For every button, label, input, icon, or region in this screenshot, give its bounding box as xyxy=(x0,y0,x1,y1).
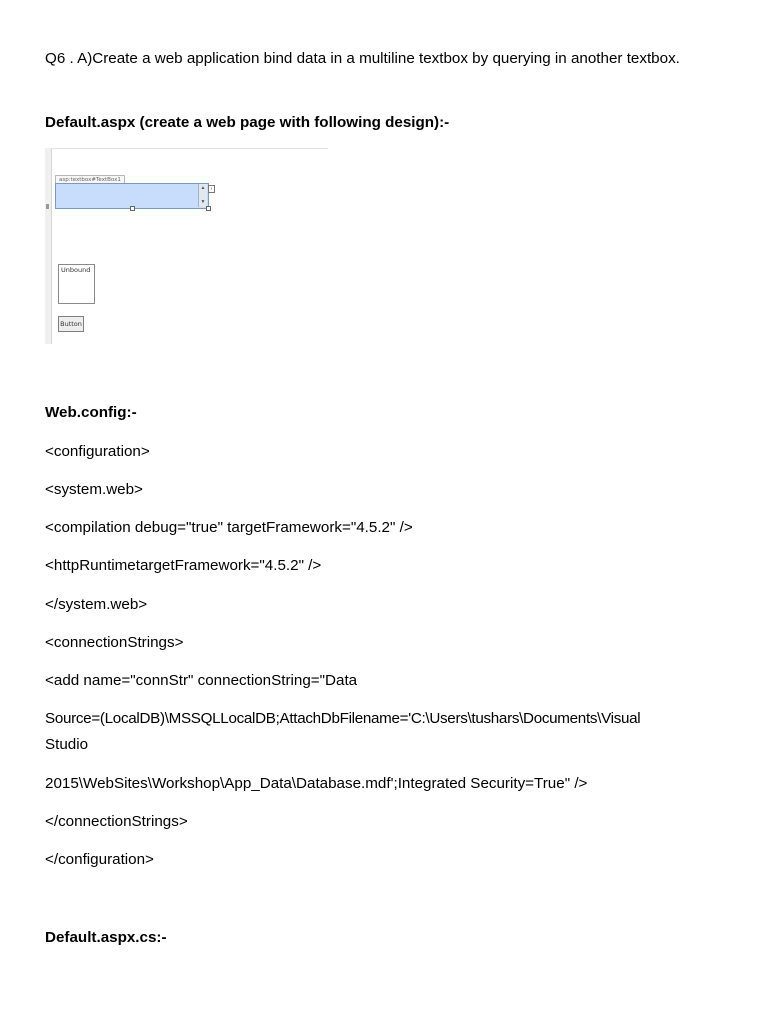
designer-top-border xyxy=(51,148,328,149)
design-button: Button xyxy=(58,316,84,332)
config-line: 2015\WebSites\Workshop\App_Data\Database.mdf';Integrated Security=True" /> xyxy=(45,775,588,792)
smart-tag-icon: › xyxy=(208,185,215,193)
resize-handle-bottom xyxy=(130,206,135,211)
default-aspx-heading: Default.aspx (create a web page with following design):- xyxy=(45,114,450,131)
config-line: <httpRuntimetargetFramework="4.5.2" /> xyxy=(45,557,322,574)
textbox-tag: asp:textbox#TextBox1 xyxy=(55,175,125,185)
config-line: <system.web> xyxy=(45,481,143,498)
design-screenshot xyxy=(45,148,328,344)
designer-left-bar xyxy=(45,148,52,344)
scroll-up-icon: ▲ xyxy=(200,185,206,191)
config-line: <connectionStrings> xyxy=(45,634,184,651)
config-line: Studio xyxy=(45,736,89,753)
default-aspx-cs-heading: Default.aspx.cs:- xyxy=(45,929,167,946)
multiline-scrollbar xyxy=(198,184,207,207)
config-line: <compilation debug="true" targetFramework="4.5.2" /> xyxy=(45,519,413,536)
config-line: Source=(LocalDB)\MSSQLLocalDB;AttachDbFilename='C:\Users\tushars\Documents\Visual xyxy=(45,710,641,727)
scroll-down-icon: ▼ xyxy=(200,199,206,205)
designer-tick xyxy=(46,204,49,209)
config-line: <configuration> xyxy=(45,443,150,460)
web-config-heading: Web.config:- xyxy=(45,404,137,421)
resize-handle-corner xyxy=(206,206,211,211)
config-line: </connectionStrings> xyxy=(45,813,188,830)
config-line: </system.web> xyxy=(45,596,148,613)
config-line: </configuration> xyxy=(45,851,154,868)
unbound-listbox: Unbound xyxy=(58,264,95,304)
config-line: <add name="connStr" connectionString="Data xyxy=(45,672,358,689)
question-heading: Q6 . A)Create a web application bind data in a multiline textbox by querying in another textbox. xyxy=(45,50,680,67)
